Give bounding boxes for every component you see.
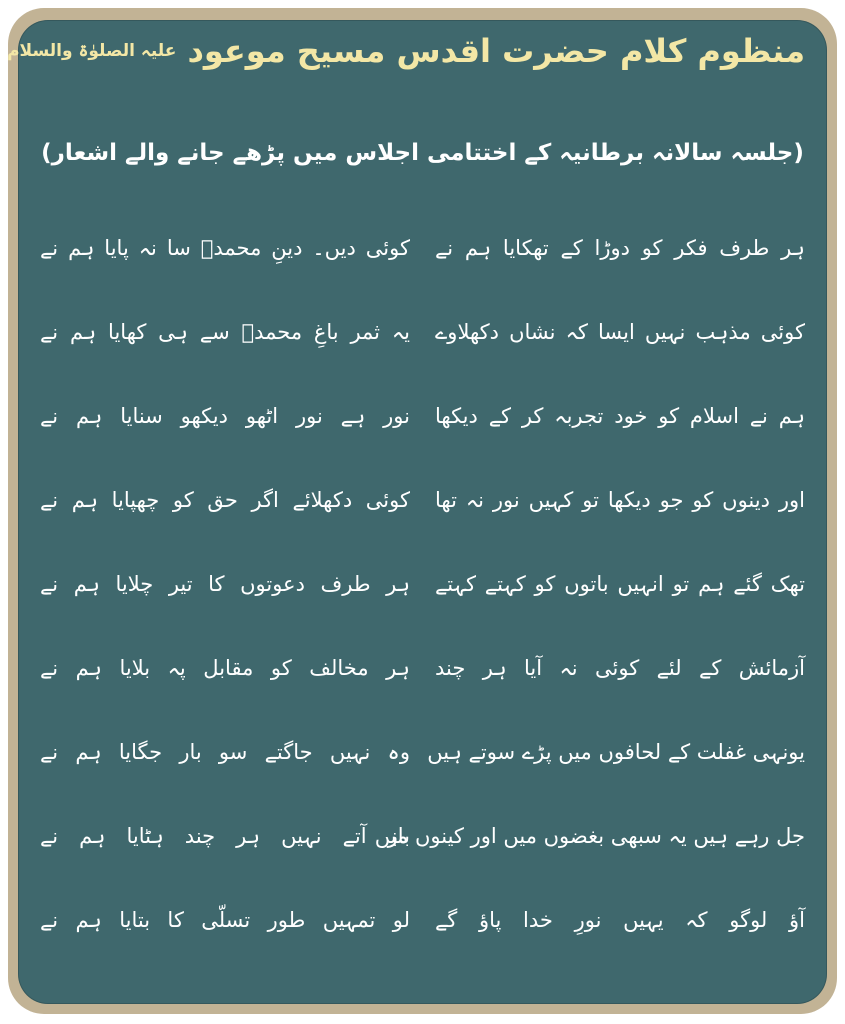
verse-first-line: ہم نے اسلام کو خود تجربہ کر کے دیکھا: [435, 404, 805, 428]
verse-first-line: تھک گئے ہم تو انہیں باتوں کو کہتے کہتے: [435, 572, 805, 596]
verse-second-line: کوئی دیں۔ دینِ محمدؐ سا نہ پایا ہم نے: [40, 236, 410, 260]
verse-first-line: آؤ لوگو کہ یہیں نورِ خدا پاؤ گے: [435, 908, 805, 932]
title-main: منظوم کلام حضرت اقدس مسیح موعود: [187, 32, 805, 70]
verse-row: [40, 656, 805, 740]
verse-second-line: ہر مخالف کو مقابل پہ بلایا ہم نے: [40, 656, 410, 680]
verse-second-line: باز آتے نہیں ہر چند ہٹایا ہم نے: [40, 824, 410, 848]
verse-second-line: یہ ثمر باغِ محمدؐ سے ہی کھایا ہم نے: [40, 320, 410, 344]
title-honorific: علیہ الصلوٰۃ والسلام: [7, 40, 177, 61]
verse-row: [40, 824, 805, 908]
verse-first-line: آزمائش کے لئے کوئی نہ آیا ہر چند: [435, 656, 805, 680]
verse-first-line: کوئی مذہب نہیں ایسا کہ نشاں دکھلاوے: [435, 320, 805, 344]
verse-row: [40, 908, 805, 992]
verse-row: [40, 488, 805, 572]
verse-second-line: کوئی دکھلائے اگر حق کو چھپایا ہم نے: [40, 488, 410, 512]
verse-second-line: لو تمہیں طور تسلّی کا بتایا ہم نے: [40, 908, 410, 932]
verse-first-line: ہر طرف فکر کو دوڑا کے تھکایا ہم نے: [435, 236, 805, 260]
verse-first-line: اور دینوں کو جو دیکھا تو کہیں نور نہ تھا: [435, 488, 805, 512]
verse-second-line: نور ہے نور اٹھو دیکھو سنایا ہم نے: [40, 404, 410, 428]
verse-row: [40, 740, 805, 824]
verse-second-line: ہر طرف دعوتوں کا تیر چلایا ہم نے: [40, 572, 410, 596]
verse-first-line: جل رہے ہیں یہ سبھی بغضوں میں اور کینوں میں: [374, 824, 805, 848]
verse-row: [40, 404, 805, 488]
verse-row: [40, 572, 805, 656]
verse-row: [40, 236, 805, 320]
subtitle: (جلسہ سالانہ برطانیہ کے اختتامی اجلاس میں پڑھے جانے والے اشعار): [41, 140, 804, 166]
page-title: [7, 32, 805, 70]
verse-row: [40, 320, 805, 404]
verse-first-line: یونہی غفلت کے لحافوں میں پڑے سوتے ہیں: [427, 740, 805, 764]
verse-list: [40, 236, 805, 992]
verse-second-line: وہ نہیں جاگتے سو بار جگایا ہم نے: [40, 740, 410, 764]
